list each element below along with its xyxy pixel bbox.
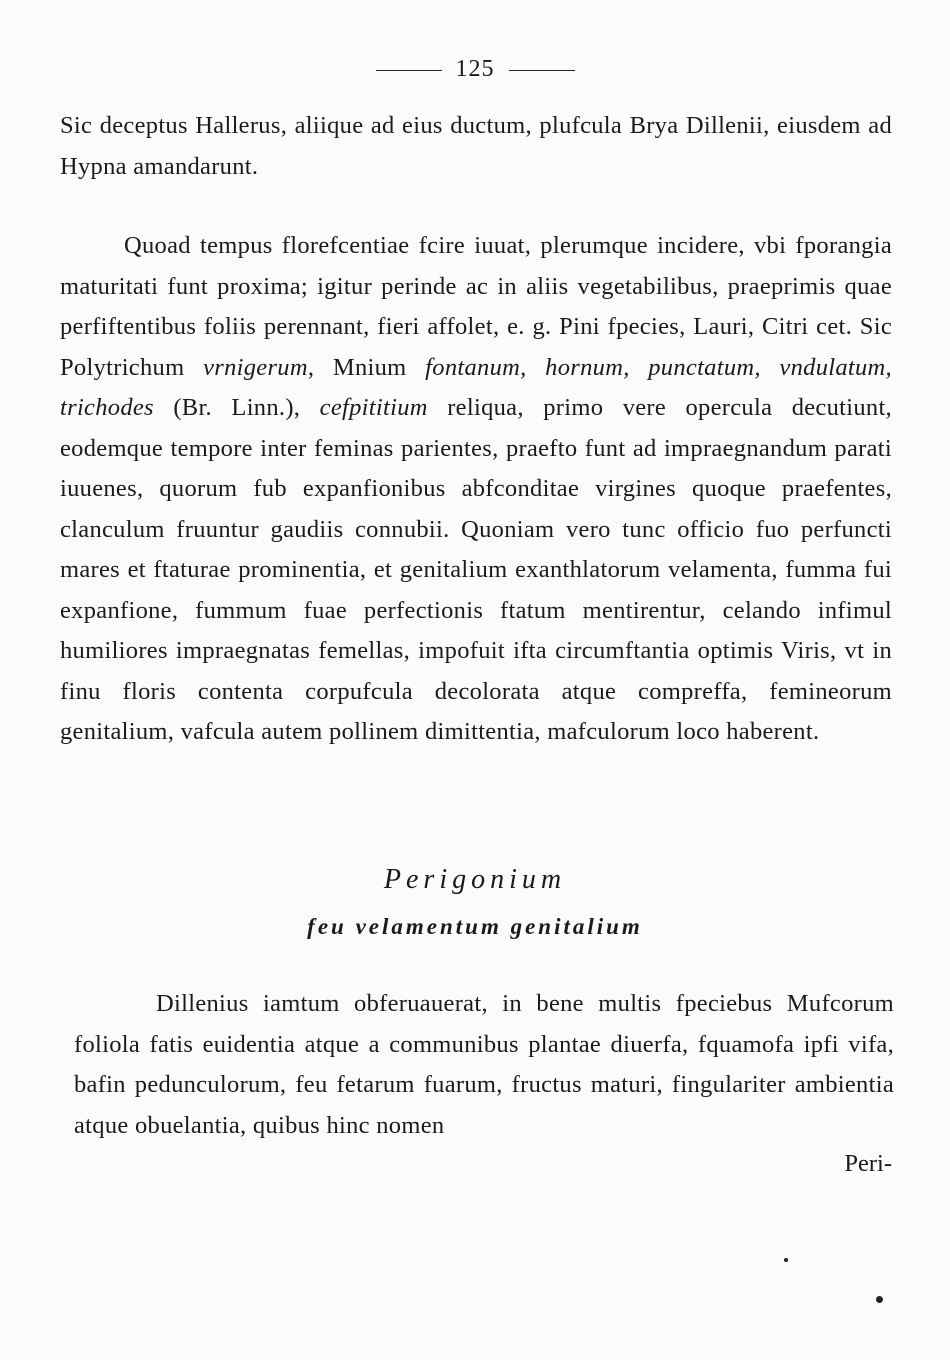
paragraph-2: [60, 226, 892, 753]
paragraph-1: Sic deceptus Hallerus, aliique ad eius ductum, plufcula Brya Dillenii, eiusdem ad Hypna amandarunt.: [60, 112, 892, 180]
page-number: 125: [455, 56, 495, 82]
paragraph-2-text-c: (Br. Linn.),: [153, 394, 320, 421]
page-header: [0, 56, 950, 83]
paragraph-2-text-b: , Mnium: [307, 353, 426, 381]
catchword: Peri-: [844, 1150, 892, 1177]
paragraph-2-text-a: Quoad tempus florefcentiae fcire iuuat, plerumque incidere, vbi fporangia maturitati funt proxima; igitur perinde ac in aliis vegetabilibus, praeprimis quae perfiftentibus foliis perennant, fieri affolet, e. g. Pini fpecies, Lauri, Citri cet. Sic Polytrichum: [60, 232, 892, 381]
section-heading: Perigonium: [383, 864, 567, 895]
species-vrnigerum: vrnigerum: [203, 353, 308, 381]
species-list: fontanum, hornum, punctatum, vndulatum, trichodes: [60, 353, 892, 421]
paragraph-3: Dillenius iamtum obferuauerat, in bene multis fpeciebus Mufcorum foliola fatis euidentia atque a communibus plantae diuerfa, fquamofa ipfi vifa, bafin pedunculorum, feu fetarum fuarum, fructus maturi, fingulariter ambientia atque obuelantia, quibus hinc nomen: [74, 990, 894, 1139]
ink-speck-icon: [784, 1258, 788, 1262]
paragraph-2-text-d: reliqua, primo vere opercula decutiunt, eodemque tempore inter feminas parientes, praefto funt ad impraegnandum parati iuuenes, quorum fub expanfionibus abfconditae virgines quoque praefentes, clanculum fruuntur gaudiis connubii. Quoniam vero tunc officio fuo perfuncti mares et ftaturae prominentia, et genitalium exanthlatorum velamenta, fumma fui expanfione, fummum fuae perfectionis ftatum mentirentur, celando infimul humiliores impraegnatas femellas, impofuit ifta circumftantia optimis Viris, vt in finu floris contenta corpufcula decolorata atque compreffa, femineorum genitalium, vafcula autem pollinem dimittentia, mafculorum loco haberent.: [60, 394, 892, 745]
ink-speck-icon: [876, 1296, 883, 1303]
species-cefpititium: cefpititium: [319, 394, 428, 421]
header-rule-right: [509, 70, 575, 71]
section-subheading: feu velamentum genitalium: [307, 914, 643, 939]
header-rule-left: [376, 70, 442, 71]
